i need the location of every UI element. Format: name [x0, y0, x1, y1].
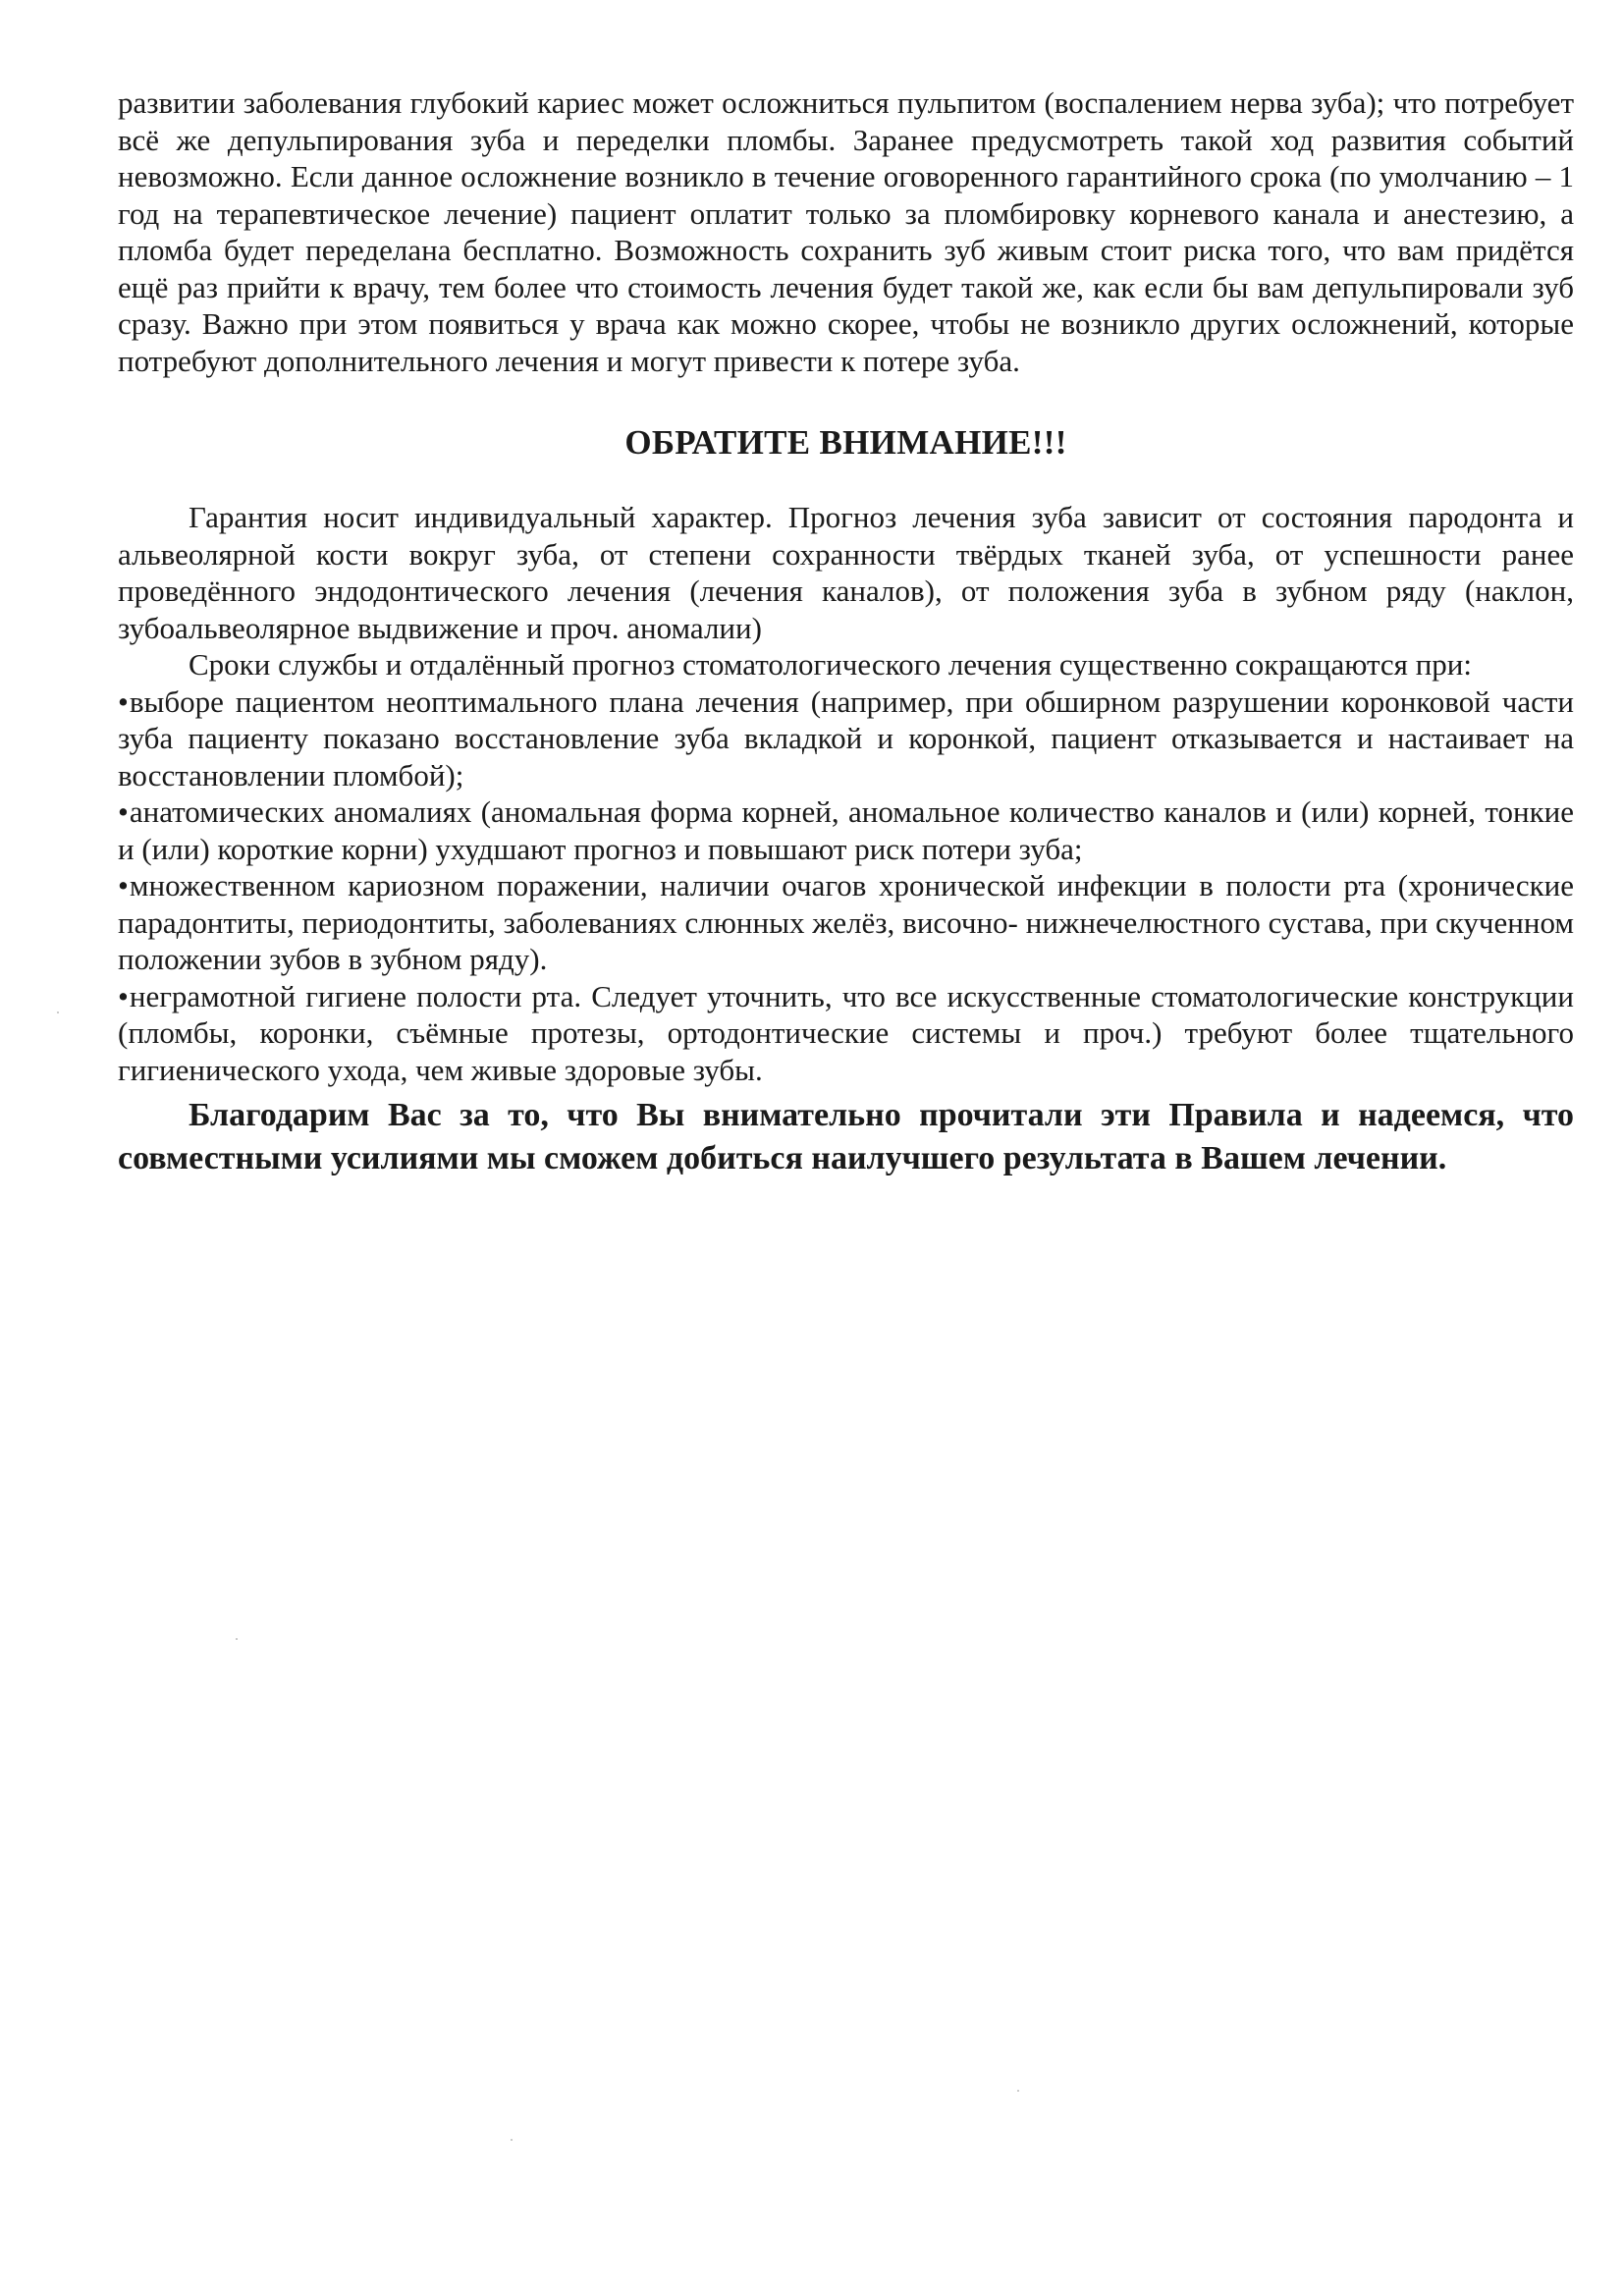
bullet-icon: • [118, 978, 129, 1013]
scan-speck [1017, 2090, 1019, 2092]
list-item-text: анатомических аномалиях (аномальная форма корней, аномальное количество каналов и (или) корней, тонкие и (или) короткие корни) ухудшают прогноз и повышают риск потери зуба; [118, 794, 1574, 866]
terms-intro: Сроки службы и отдалённый прогноз стоматологического лечения существенно сокращаются при: [189, 647, 1472, 682]
closing-statement: Благодарим Вас за то, что Вы внимательно прочитали эти Правила и надеемся, что совместными усилиями мы сможем добиться наилучшего результата в Вашем лечении. [118, 1097, 1574, 1176]
bullet-icon: • [118, 683, 129, 719]
scan-speck [511, 2139, 513, 2141]
warranty-paragraph: Гарантия носит индивидуальный характер. Прогноз лечения зуба зависит от состояния пародонта и альвеолярной кости вокруг зуба, от степени сохранности твёрдых тканей зуба, от успешности ранее проведённого эндодонтического лечения (лечения каналов), от положения зуба в зубном ряду (наклон, зубоальвеолярное выдвижение и проч. аномалии) [118, 500, 1574, 645]
attention-heading: ОБРАТИТЕ ВНИМАНИЕ!!! [624, 423, 1067, 462]
list-item [118, 683, 1574, 794]
list-item-text: множественном кариозном поражении, наличии очагов хронической инфекции в полости рта (хронические парадонтиты, периодонтиты, заболеваниях слюнных желёз, височно- нижнечелюстного сустава, при скученном положении зубов в зубном ряду). [118, 868, 1574, 976]
list-item [118, 867, 1574, 978]
bullet-icon: • [118, 868, 129, 902]
list-item [118, 793, 1574, 867]
list-item [118, 978, 1574, 1089]
list-item-text: выборе пациентом неоптимального плана лечения (например, при обширном разрушении коронковой части зуба пациенту показано восстановление зуба вкладкой и коронкой, пациент отказывается и настаивает на восстановлении пломбой); [118, 683, 1574, 793]
scan-speck [57, 1011, 59, 1013]
risk-factors-list [118, 683, 1574, 1089]
scan-speck [236, 1638, 238, 1640]
document-page [118, 84, 1574, 1180]
list-item-text: неграмотной гигиене полости рта. Следует уточнить, что все искусственные стоматологические конструкции (пломбы, коронки, съёмные протезы, ортодонтические системы и проч.) требуют более тщательного гигиенического ухода, чем живые здоровые зубы. [118, 978, 1574, 1087]
bullet-icon: • [118, 794, 129, 829]
intro-paragraph: развитии заболевания глубокий кариес может осложниться пульпитом (воспалением нерва зуба); что потребует всё же депульпирования зуба и переделки пломбы. Заранее предусмотреть такой ход развития событий невозможно. Если данное осложнение возникло в течение оговоренного гарантийного срока (по умолчанию – 1 год на терапевтическое лечение) пациент оплатит только за пломбировку корневого канала и анестезию, а пломба будет переделана бесплатно. Возможность сохранить зуб живым стоит риска того, что вам придётся ещё раз прийти к врачу, тем более что стоимость лечения будет такой же, как если бы вам депульпировали зуб сразу. Важно при этом появиться у врача как можно скорее, чтобы не возникло других осложнений, которые потребуют дополнительного лечения и могут привести к потере зуба. [118, 85, 1574, 378]
